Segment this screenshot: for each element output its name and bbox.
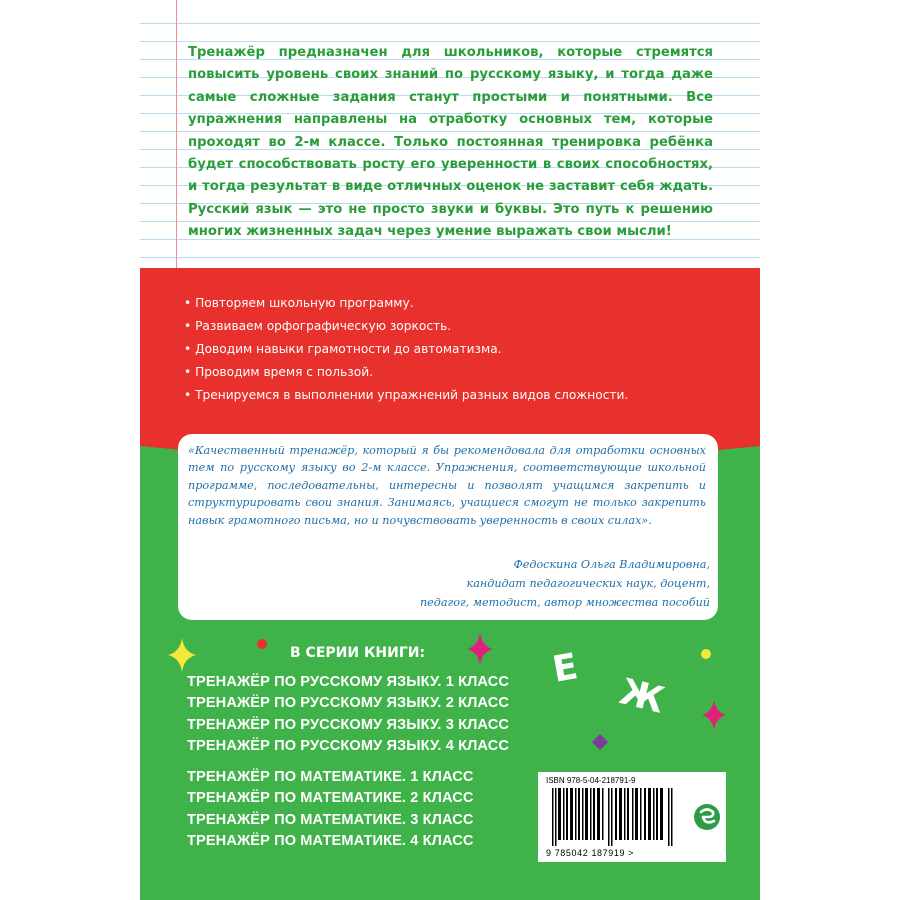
- book-back-cover: [140, 0, 760, 900]
- diamond-icon: [592, 734, 608, 750]
- series-book: ТРЕНАЖЁР ПО РУССКОМУ ЯЗЫКУ. 1 КЛАСС: [187, 674, 509, 690]
- barcode-bars: [552, 788, 674, 846]
- sparkle-star-icon: [168, 638, 196, 672]
- intro-paragraph: Тренажёр предназначен для школьников, которые стремятся повысить уровень своих знаний по русскому языку, и тогда даже самые сложные задания станут простыми и понятными. Все упражнения направлены на отработку основных тем, которые проходят во 2-м классе. Только постоянная тренировка ребёнка будет способствовать росту его уверенности в своих способностях, и тогда результат в виде отличных оценок не заставит себя ждать. Русский язык — это не просто звуки и буквы. Это путь к решению многих жизненных задач через умение выражать свои мысли!: [188, 45, 713, 240]
- review-author: [420, 555, 710, 613]
- review-quote: «Качественный тренажёр, который я бы рекомендовала для отработки основных тем по русскому языку во 2-м классе. Упражнения, соответствующие школьной программе, последовательны, интересны и позволят учащимся закрепить и структурировать свои знания. Занимаясь, учащиеся смогут не только закрепить навык грамотного письма, но и почувствовать уверенность в своих силах».: [188, 444, 706, 527]
- benefit-item: • Доводим навыки грамотности до автоматизма.: [184, 338, 628, 361]
- series-book: ТРЕНАЖЁР ПО МАТЕМАТИКЕ. 3 КЛАСС: [187, 811, 474, 828]
- sparkle-star-icon: [467, 633, 493, 665]
- barcode-digits: 9 785042 187919 >: [546, 848, 635, 858]
- isbn-label: ISBN 978-5-04-218791-9: [546, 776, 636, 785]
- decor-letter: Е: [549, 646, 581, 691]
- series-book: ТРЕНАЖЁР ПО МАТЕМАТИКЕ. 4 КЛАСС: [187, 833, 474, 850]
- author-role: педагог, методист, автор множества пособий: [419, 596, 710, 610]
- series-russian-list: [187, 672, 509, 758]
- series-heading: В СЕРИИ КНИГИ:: [290, 645, 426, 661]
- series-book: ТРЕНАЖЁР ПО РУССКОМУ ЯЗЫКУ. 3 КЛАСС: [187, 716, 509, 733]
- benefit-item: • Развиваем орфографическую зоркость.: [184, 315, 628, 338]
- benefits-list: [184, 292, 628, 407]
- decor-letter: Ж: [615, 671, 669, 722]
- sparkle-star-icon: [702, 700, 726, 730]
- dot-icon: [700, 648, 712, 660]
- publisher-logo-area: [688, 772, 726, 862]
- author-name: Федоскина Ольга Владимировна,: [513, 558, 710, 571]
- dot-icon: [256, 638, 268, 650]
- benefit-item: • Повторяем школьную программу.: [184, 292, 628, 315]
- author-title: кандидат педагогических наук, доцент,: [466, 577, 710, 591]
- barcode: [538, 772, 688, 862]
- series-book: ТРЕНАЖЁР ПО МАТЕМАТИКЕ. 1 КЛАСС: [187, 769, 474, 785]
- eksmo-logo-icon: [692, 802, 722, 832]
- series-book: ТРЕНАЖЁР ПО РУССКОМУ ЯЗЫКУ. 2 КЛАСС: [187, 695, 509, 712]
- series-math-list: [187, 767, 474, 853]
- benefit-item: • Тренируемся в выполнении упражнений разных видов сложности.: [184, 384, 628, 407]
- benefit-item: • Проводим время с пользой.: [184, 361, 628, 384]
- series-book: ТРЕНАЖЁР ПО РУССКОМУ ЯЗЫКУ. 4 КЛАСС: [187, 738, 509, 755]
- series-book: ТРЕНАЖЁР ПО МАТЕМАТИКЕ. 2 КЛАСС: [187, 790, 474, 807]
